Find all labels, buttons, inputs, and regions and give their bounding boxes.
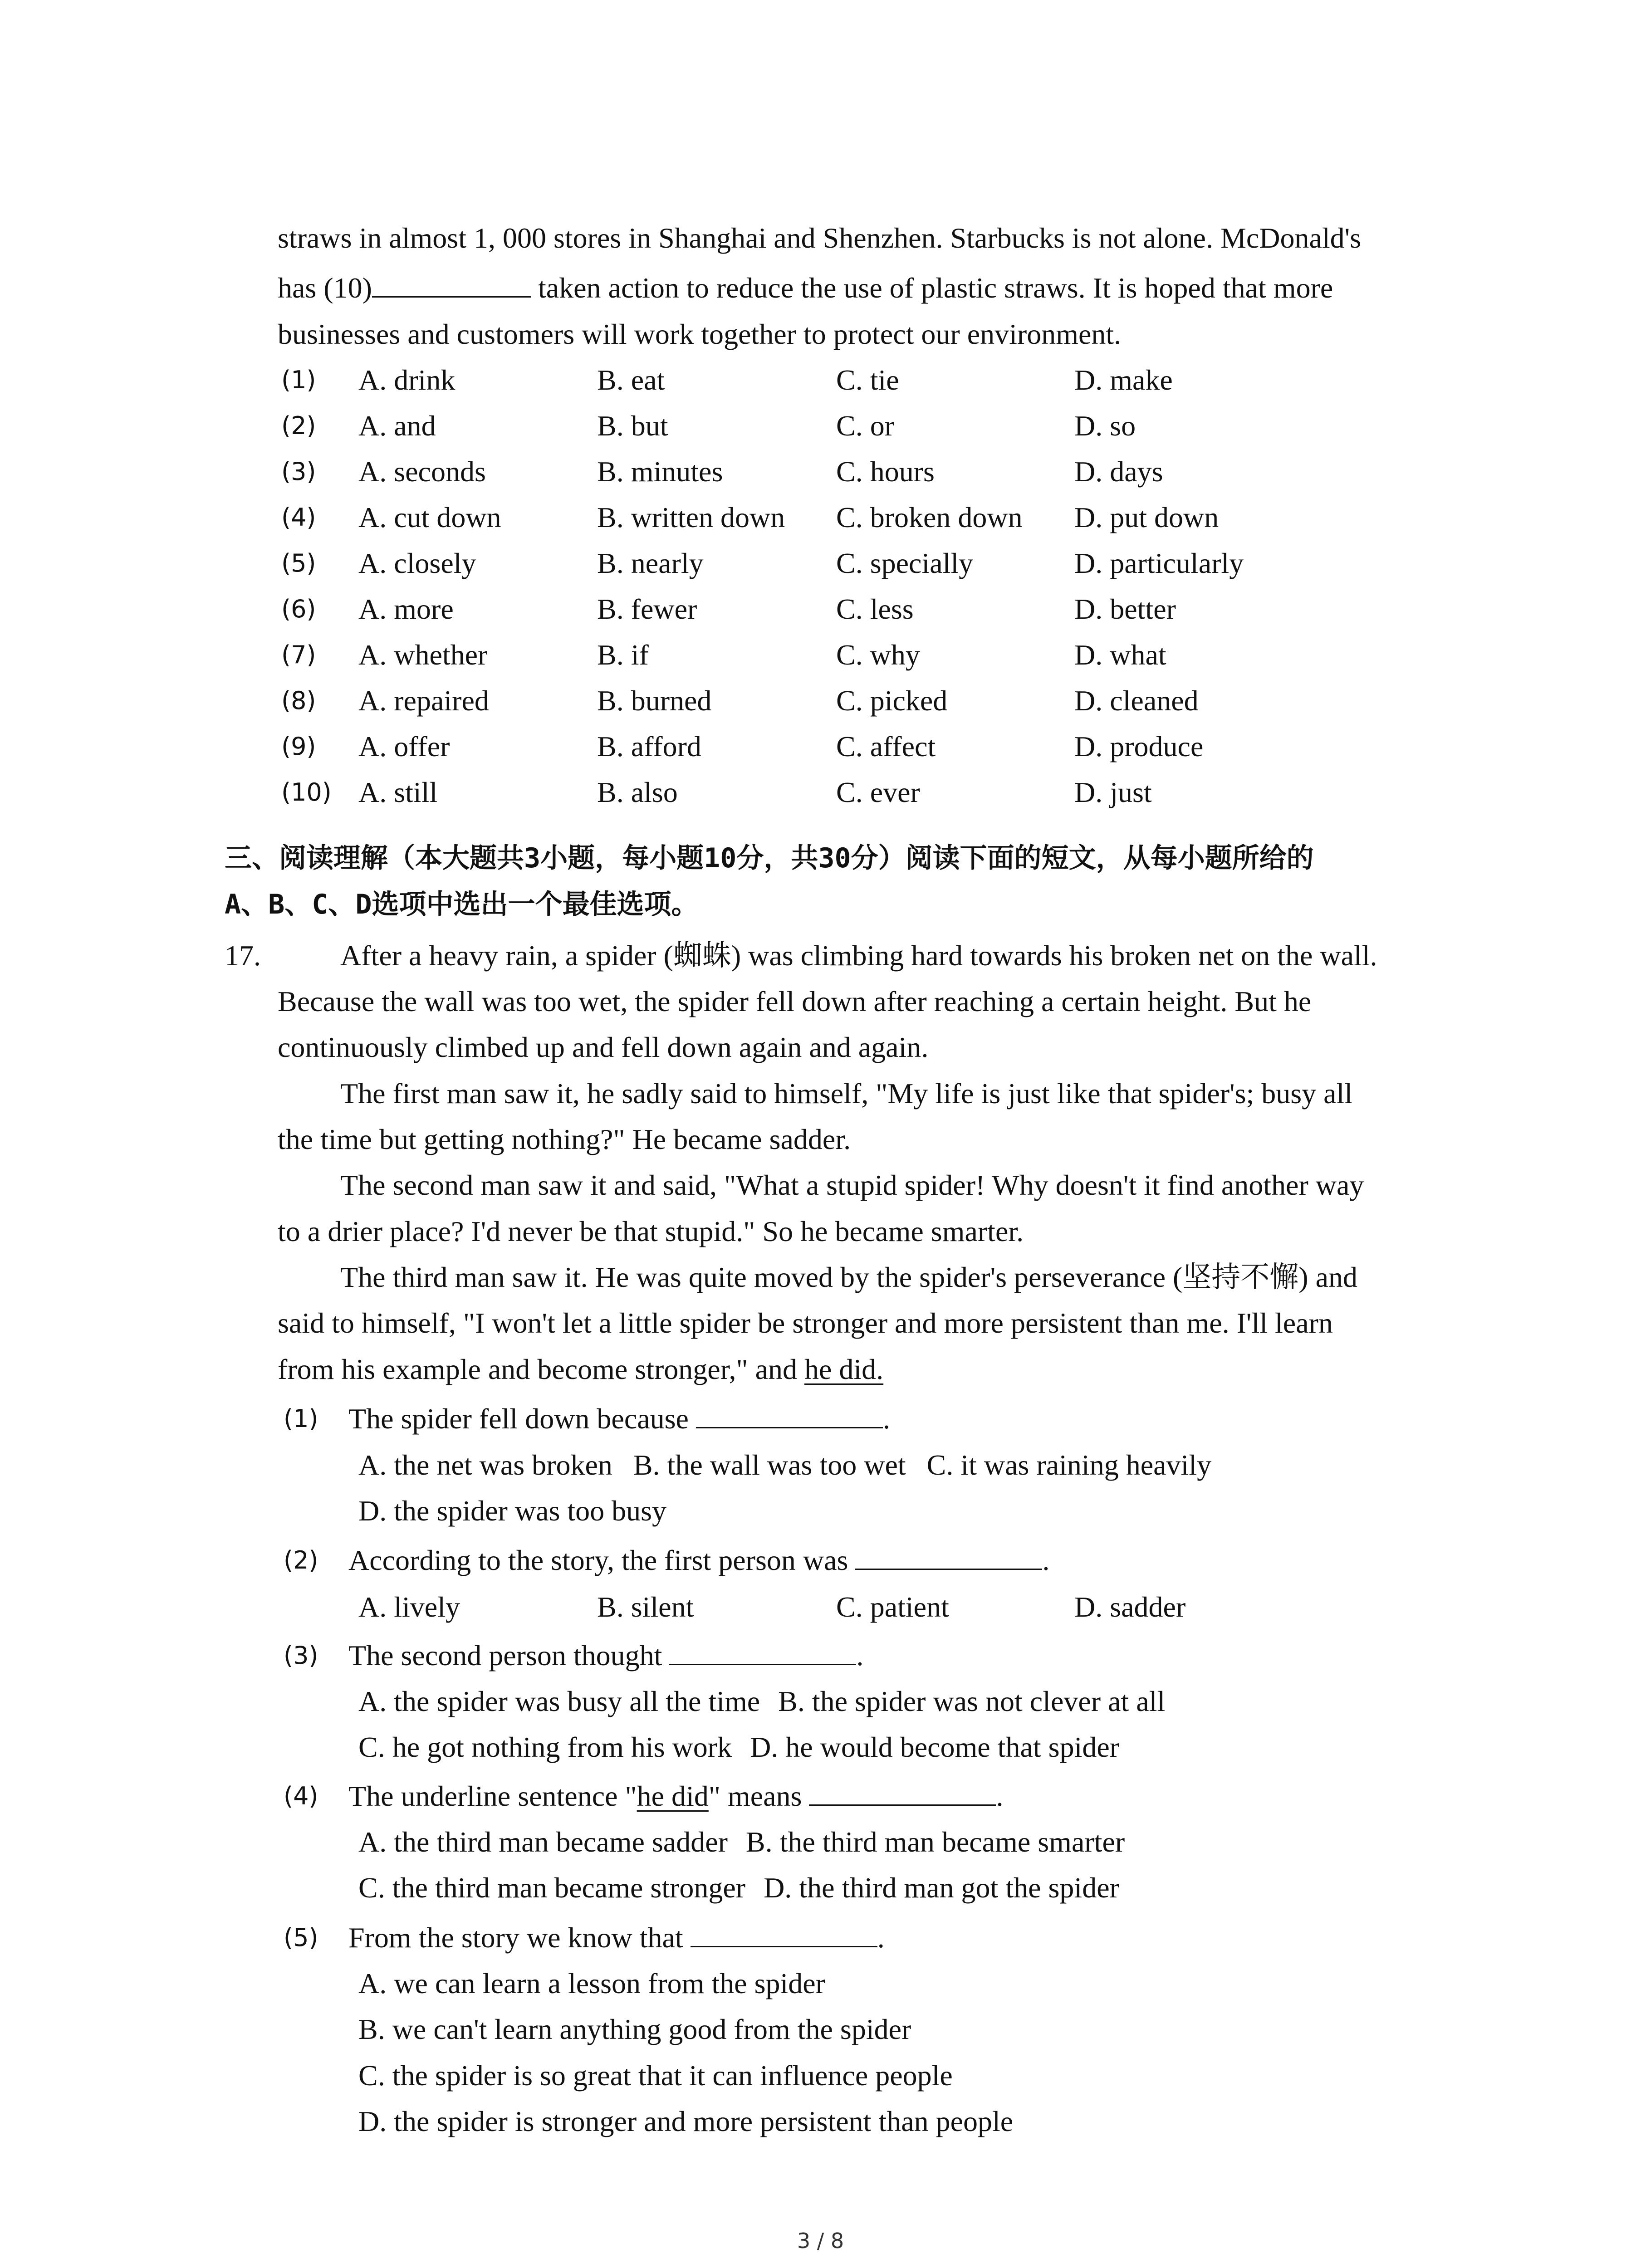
cloze-option-c: C. broken down <box>836 501 1023 533</box>
cloze-option-c: C. picked <box>836 684 948 717</box>
story-line: After a heavy rain, a spider (蜘蛛) was climbing hard towards his broken net on the wall. <box>340 939 1377 972</box>
option-d: D. the spider is stronger and more persistent than people <box>358 2105 1014 2137</box>
cloze-number: (8) <box>281 686 316 715</box>
cloze-option-a: A. seconds <box>358 455 486 488</box>
option-d: D. the spider was too busy <box>358 1495 667 1527</box>
story-text: from his example and become stronger," and <box>278 1353 804 1385</box>
stem-text: According to the story, the first person was <box>348 1544 856 1576</box>
options-line <box>358 1679 1165 1724</box>
section-heading: 三、阅读理解（本大题共3小题，每小题10分，共30分）阅读下面的短文，从每小题所给的 <box>225 842 1314 874</box>
cloze-option-c: C. affect <box>836 730 936 763</box>
story-line: said to himself, "I won't let a little spider be stronger and more persistent than me. I'll learn <box>278 1307 1333 1339</box>
section-heading: A、B、C、D选项中选出一个最佳选项。 <box>225 889 699 920</box>
answer-blank <box>809 1777 996 1806</box>
subquestion-number: (2) <box>284 1546 318 1574</box>
story-line: to a drier place? I'd never be that stupid." So he became smarter. <box>278 1215 1024 1247</box>
page-number: 3 / 8 <box>797 2229 844 2253</box>
subquestion-stem <box>348 1633 863 1678</box>
cloze-number: (10) <box>281 778 332 807</box>
passage-text: has (10) <box>278 272 372 304</box>
story-line: Because the wall was too wet, the spider fell down after reaching a certain height. But he <box>278 985 1312 1017</box>
cloze-option-c: C. less <box>836 593 914 625</box>
option-c: C. the third man became stronger <box>358 1872 746 1904</box>
cloze-option-b: B. nearly <box>597 547 704 579</box>
cloze-option-b: B. eat <box>597 364 665 396</box>
cloze-option-d: D. put down <box>1074 501 1219 533</box>
cloze-number: (4) <box>281 503 316 532</box>
cloze-option-b: B. also <box>597 776 678 808</box>
cloze-option-a: A. cut down <box>358 501 501 533</box>
cloze-number: (2) <box>281 411 316 440</box>
story-line: continuously climbed up and fell down again and again. <box>278 1031 929 1063</box>
cloze-option-c: C. ever <box>836 776 920 808</box>
cloze-number: (5) <box>281 549 316 577</box>
cloze-option-b: B. written down <box>597 501 785 533</box>
cloze-option-a: A. more <box>358 593 454 625</box>
cloze-number: (6) <box>281 595 316 623</box>
story-line: The first man saw it, he sadly said to himself, "My life is just like that spider's; busy all <box>340 1077 1353 1110</box>
cloze-option-d: D. just <box>1074 776 1152 808</box>
cloze-option-b: B. afford <box>597 730 701 763</box>
stem-text: From the story we know that <box>348 1921 691 1954</box>
option-b: B. the third man became smarter <box>745 1826 1125 1858</box>
stem-text: The second person thought <box>348 1639 670 1672</box>
option-c: C. the spider is so great that it can influence people <box>358 2059 953 2092</box>
option-a: A. we can learn a lesson from the spider <box>358 1967 825 1999</box>
cloze-number: (7) <box>281 640 316 669</box>
stem-end: . <box>882 1403 890 1435</box>
cloze-option-a: A. whether <box>358 639 488 671</box>
stem-end: . <box>996 1780 1004 1812</box>
cloze-option-a: A. and <box>358 410 436 442</box>
cloze-option-a: A. offer <box>358 730 450 763</box>
cloze-option-b: B. fewer <box>597 593 697 625</box>
cloze-option-b: B. burned <box>597 684 712 717</box>
stem-end: . <box>1042 1544 1050 1576</box>
option-a: A. lively <box>358 1591 460 1623</box>
subquestion-stem <box>348 1538 1049 1583</box>
option-b: B. the spider was not clever at all <box>778 1685 1166 1717</box>
subquestion-stem <box>348 1774 1003 1819</box>
cloze-option-a: A. drink <box>358 364 456 396</box>
passage-line <box>278 265 1333 311</box>
options-line <box>358 1865 1119 1911</box>
underlined-phrase: he did <box>637 1780 709 1812</box>
cloze-option-d: D. make <box>1074 364 1173 396</box>
passage-line: businesses and customers will work together to protect our environment. <box>278 318 1122 350</box>
question-number: 17. <box>225 939 261 972</box>
underlined-phrase: he did. <box>804 1353 884 1385</box>
answer-blank <box>855 1541 1042 1570</box>
option-d: D. he would become that spider <box>750 1731 1120 1763</box>
option-c: C. patient <box>836 1591 949 1623</box>
story-line: The third man saw it. He was quite moved by the spider's perseverance (坚持不懈) and <box>340 1261 1357 1293</box>
cloze-option-a: A. still <box>358 776 438 808</box>
cloze-option-c: C. or <box>836 410 894 442</box>
stem-end: . <box>877 1921 885 1954</box>
answer-blank <box>372 269 531 298</box>
subquestion-number: (1) <box>284 1404 318 1433</box>
option-c: C. it was raining heavily <box>926 1449 1212 1481</box>
option-b: B. the wall was too wet <box>633 1449 906 1481</box>
cloze-option-a: A. closely <box>358 547 476 579</box>
cloze-option-c: C. why <box>836 639 920 671</box>
cloze-option-d: D. so <box>1074 410 1136 442</box>
subquestion-number: (5) <box>284 1923 318 1952</box>
option-a: A. the net was broken <box>358 1449 612 1481</box>
option-a: A. the spider was busy all the time <box>358 1685 760 1717</box>
subquestion-stem <box>348 1396 890 1442</box>
cloze-option-a: A. repaired <box>358 684 489 717</box>
subquestion-stem <box>348 1915 885 1960</box>
story-line: The second man saw it and said, "What a stupid spider! Why doesn't it find another way <box>340 1169 1364 1201</box>
answer-blank <box>669 1637 856 1665</box>
cloze-option-c: C. hours <box>836 455 935 488</box>
passage-line: straws in almost 1, 000 stores in Shanghai and Shenzhen. Starbucks is not alone. McDonald's <box>278 222 1362 254</box>
option-c: C. he got nothing from his work <box>358 1731 732 1763</box>
cloze-option-b: B. minutes <box>597 455 723 488</box>
option-d: D. the third man got the spider <box>764 1872 1119 1904</box>
cloze-option-d: D. particularly <box>1074 547 1244 579</box>
options-line <box>358 1725 1119 1770</box>
cloze-option-d: D. cleaned <box>1074 684 1199 717</box>
options-line <box>358 1488 666 1534</box>
answer-blank <box>691 1919 877 1947</box>
options-line <box>358 1819 1125 1865</box>
stem-end: . <box>856 1639 864 1672</box>
cloze-number: (1) <box>281 366 316 394</box>
subquestion-number: (4) <box>284 1782 318 1810</box>
story-line <box>278 1347 883 1392</box>
option-b: B. silent <box>597 1591 694 1623</box>
option-d: D. sadder <box>1074 1591 1186 1623</box>
options-line <box>358 1442 1211 1488</box>
answer-blank <box>696 1400 883 1428</box>
cloze-option-d: D. better <box>1074 593 1176 625</box>
cloze-option-c: C. specially <box>836 547 974 579</box>
story-line: the time but getting nothing?" He became sadder. <box>278 1123 851 1155</box>
cloze-option-b: B. if <box>597 639 649 671</box>
cloze-option-d: D. produce <box>1074 730 1204 763</box>
cloze-number: (3) <box>281 457 316 486</box>
stem-text: The spider fell down because <box>348 1403 696 1435</box>
cloze-number: (9) <box>281 732 316 761</box>
passage-text: taken action to reduce the use of plastic straws. It is hoped that more <box>530 272 1333 304</box>
cloze-option-d: D. what <box>1074 639 1166 671</box>
subquestion-number: (3) <box>284 1641 318 1670</box>
cloze-option-d: D. days <box>1074 455 1163 488</box>
cloze-option-b: B. but <box>597 410 668 442</box>
stem-text: " means <box>708 1780 809 1812</box>
option-a: A. the third man became sadder <box>358 1826 728 1858</box>
cloze-option-c: C. tie <box>836 364 899 396</box>
stem-text: The underline sentence " <box>348 1780 637 1812</box>
option-b: B. we can't learn anything good from the spider <box>358 2013 911 2045</box>
